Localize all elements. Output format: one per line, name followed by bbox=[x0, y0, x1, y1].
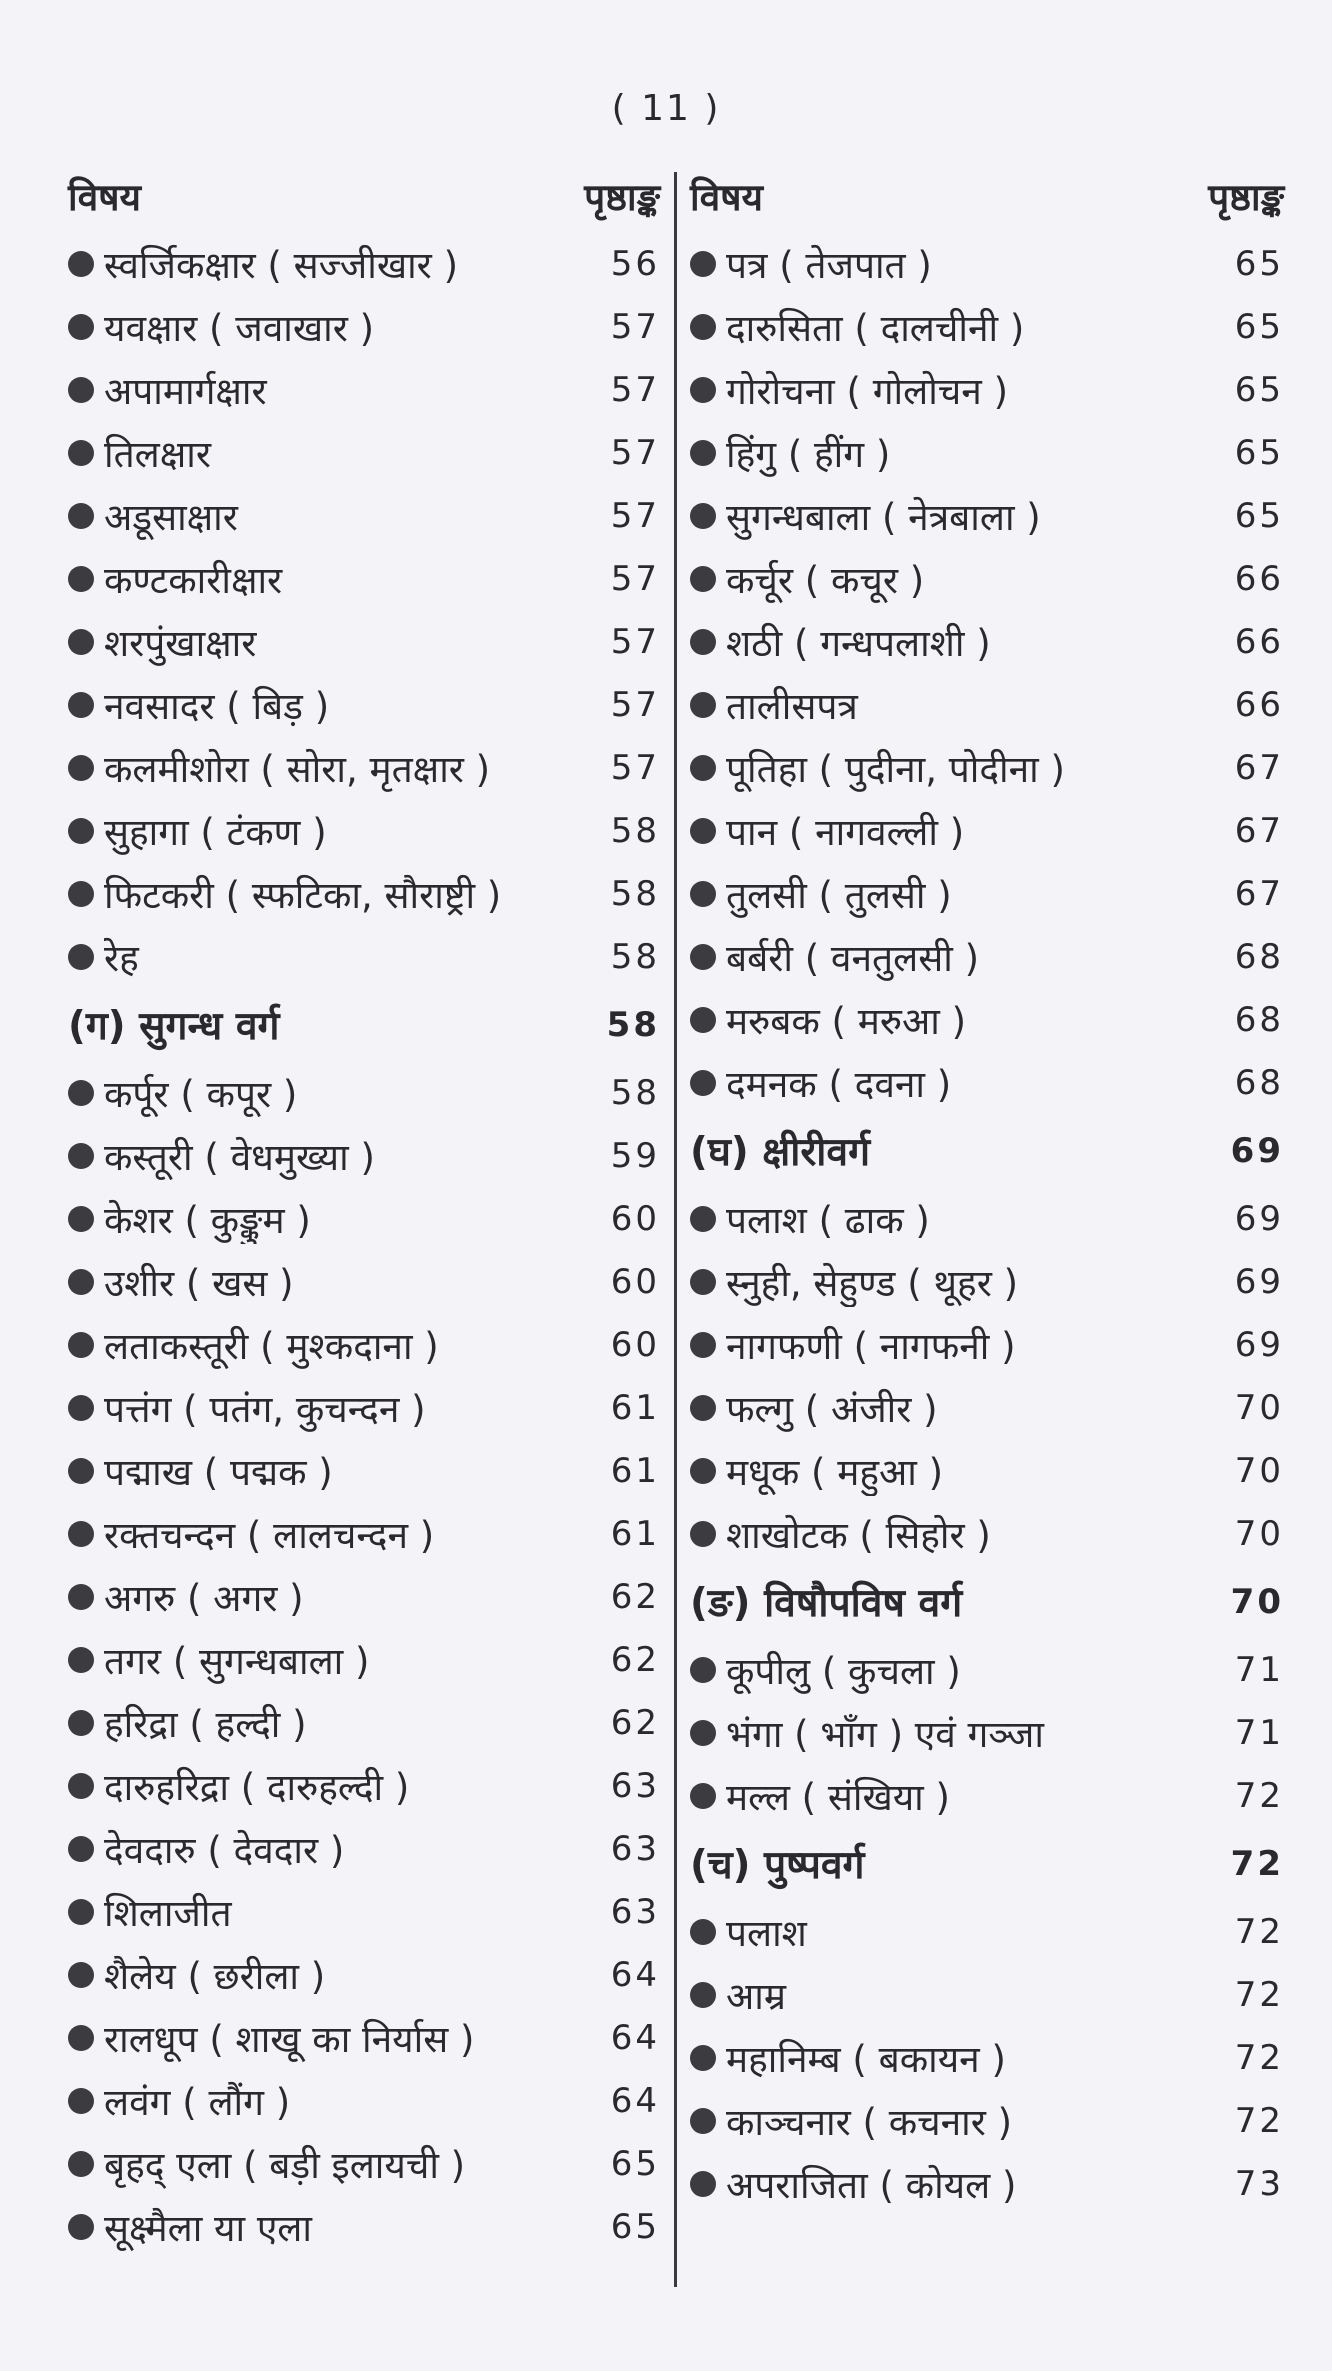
bullet-icon bbox=[68, 1269, 94, 1295]
entry-page: 57 bbox=[610, 684, 660, 725]
entry-title: कस्तूरी ( वेधमुख्या ) bbox=[104, 1136, 375, 1179]
entry-title: अपामार्गक्षार bbox=[104, 370, 267, 413]
entry-page: 71 bbox=[1234, 1649, 1284, 1690]
bullet-icon bbox=[68, 1521, 94, 1547]
entry-title: कूपीलु ( कुचला ) bbox=[726, 1650, 961, 1693]
entry-page: 58 bbox=[610, 936, 660, 977]
entry-page: 70 bbox=[1234, 1513, 1284, 1554]
bullet-icon bbox=[68, 377, 94, 403]
entry-page: 72 bbox=[1234, 2100, 1284, 2141]
entry-page: 65 bbox=[610, 2206, 660, 2247]
bullet-icon bbox=[68, 503, 94, 529]
right-entries bbox=[690, 232, 1284, 2215]
entry-page: 70 bbox=[1234, 1387, 1284, 1428]
entry-title: कर्पूर ( कपूर ) bbox=[104, 1073, 298, 1116]
toc-entry bbox=[68, 736, 660, 799]
bullet-icon bbox=[68, 1962, 94, 1988]
page-heading: पृष्ठाङ्क bbox=[584, 176, 660, 219]
bullet-icon bbox=[68, 1458, 94, 1484]
entry-title: पलाश ( ढाक ) bbox=[726, 1199, 930, 1242]
entry-page: 67 bbox=[1234, 810, 1284, 851]
toc-entry bbox=[68, 799, 660, 862]
toc-entry bbox=[68, 1376, 660, 1439]
entry-page: 68 bbox=[1234, 999, 1284, 1040]
bullet-icon bbox=[690, 1982, 716, 2008]
entry-title: तुलसी ( तुलसी ) bbox=[726, 874, 952, 917]
entry-page: 58 bbox=[606, 1004, 660, 1045]
bullet-icon bbox=[68, 1710, 94, 1736]
entry-page: 65 bbox=[1234, 243, 1284, 284]
entry-page: 66 bbox=[1234, 684, 1284, 725]
entry-page: 65 bbox=[1234, 495, 1284, 536]
toc-entry bbox=[68, 1691, 660, 1754]
entry-page: 66 bbox=[1234, 621, 1284, 662]
toc-entry bbox=[690, 1187, 1284, 1250]
toc-entry bbox=[690, 1963, 1284, 2026]
entry-title: अगरु ( अगर ) bbox=[104, 1577, 304, 1620]
toc-entry bbox=[68, 862, 660, 925]
entry-title: रालधूप ( शाखू का निर्यास ) bbox=[104, 2018, 475, 2061]
bullet-icon bbox=[690, 377, 716, 403]
entry-page: 68 bbox=[1234, 1062, 1284, 1103]
toc-entry bbox=[690, 1051, 1284, 1114]
toc-entry bbox=[68, 1565, 660, 1628]
section-heading bbox=[690, 1565, 1284, 1638]
entry-page: 72 bbox=[1234, 2037, 1284, 2078]
toc-entry bbox=[690, 295, 1284, 358]
entry-title: स्वर्जिकक्षार ( सज्जीखार ) bbox=[104, 244, 459, 287]
entry-title: (च) पुष्पवर्ग bbox=[690, 1843, 865, 1888]
toc-entry bbox=[690, 1313, 1284, 1376]
entry-page: 63 bbox=[610, 1765, 660, 1806]
bullet-icon bbox=[690, 1070, 716, 1096]
toc-entry bbox=[690, 862, 1284, 925]
bullet-icon bbox=[690, 1269, 716, 1295]
toc-entry bbox=[68, 1754, 660, 1817]
entry-page: 73 bbox=[1234, 2163, 1284, 2204]
entry-title: रक्तचन्दन ( लालचन्दन ) bbox=[104, 1514, 435, 1557]
entry-page: 56 bbox=[610, 243, 660, 284]
toc-entry bbox=[68, 1061, 660, 1124]
toc-entry bbox=[690, 1502, 1284, 1565]
bullet-icon bbox=[690, 2045, 716, 2071]
entry-page: 61 bbox=[610, 1513, 660, 1554]
section-heading bbox=[68, 988, 660, 1061]
bullet-icon bbox=[690, 1783, 716, 1809]
bullet-icon bbox=[68, 1836, 94, 1862]
entry-title: पत्तंग ( पतंग, कुचन्दन ) bbox=[104, 1388, 426, 1431]
entry-title: मरुबक ( मरुआ ) bbox=[726, 1000, 967, 1043]
bullet-icon bbox=[690, 881, 716, 907]
toc-entry bbox=[690, 232, 1284, 295]
entry-page: 63 bbox=[610, 1891, 660, 1932]
entry-title: दारुहरिद्रा ( दारुहल्दी ) bbox=[104, 1766, 410, 1809]
entry-page: 72 bbox=[1230, 1843, 1284, 1884]
entry-title: तगर ( सुगन्धबाला ) bbox=[104, 1640, 370, 1683]
entry-page: 58 bbox=[610, 873, 660, 914]
toc-entry bbox=[690, 925, 1284, 988]
entry-title: (ङ) विषौपविष वर्ग bbox=[690, 1581, 963, 1626]
entry-title: गोरोचना ( गोलोचन ) bbox=[726, 370, 1009, 413]
entry-page: 65 bbox=[1234, 306, 1284, 347]
entry-title: (घ) क्षीरीवर्ग bbox=[690, 1130, 871, 1175]
entry-title: पलाश bbox=[726, 1912, 807, 1955]
entry-page: 72 bbox=[1234, 1775, 1284, 1816]
toc-entry bbox=[68, 1187, 660, 1250]
toc-entry bbox=[68, 2132, 660, 2195]
entry-title: आम्र bbox=[726, 1975, 786, 2018]
toc-entry bbox=[690, 1439, 1284, 1502]
bullet-icon bbox=[690, 566, 716, 592]
bullet-icon bbox=[690, 1206, 716, 1232]
entry-title: उशीर ( खस ) bbox=[104, 1262, 294, 1305]
entry-title: नवसादर ( बिड़ ) bbox=[104, 685, 330, 728]
bullet-icon bbox=[68, 566, 94, 592]
toc-entry bbox=[690, 799, 1284, 862]
entry-title: मधूक ( महुआ ) bbox=[726, 1451, 944, 1494]
entry-page: 57 bbox=[610, 621, 660, 662]
entry-title: दमनक ( दवना ) bbox=[726, 1063, 952, 1106]
toc-entry bbox=[68, 1628, 660, 1691]
entry-title: पद्माख ( पद्मक ) bbox=[104, 1451, 333, 1494]
entry-title: बर्बरी ( वनतुलसी ) bbox=[726, 937, 980, 980]
entry-title: सुहागा ( टंकण ) bbox=[104, 811, 327, 854]
toc-entry bbox=[690, 484, 1284, 547]
toc-entry bbox=[68, 1502, 660, 1565]
bullet-icon bbox=[690, 692, 716, 718]
toc-entry bbox=[690, 1250, 1284, 1313]
toc-entry bbox=[690, 547, 1284, 610]
entry-title: शठी ( गन्धपलाशी ) bbox=[726, 622, 991, 665]
toc-entry bbox=[68, 484, 660, 547]
bullet-icon bbox=[68, 2151, 94, 2177]
entry-page: 72 bbox=[1234, 1974, 1284, 2015]
entry-page: 64 bbox=[610, 1954, 660, 1995]
bullet-icon bbox=[690, 251, 716, 277]
entry-page: 69 bbox=[1234, 1261, 1284, 1302]
bullet-icon bbox=[690, 755, 716, 781]
bullet-icon bbox=[68, 1206, 94, 1232]
entry-page: 65 bbox=[1234, 369, 1284, 410]
bullet-icon bbox=[690, 1395, 716, 1421]
toc-entry bbox=[690, 1376, 1284, 1439]
toc-entry bbox=[690, 610, 1284, 673]
bullet-icon bbox=[68, 629, 94, 655]
bullet-icon bbox=[68, 440, 94, 466]
entry-page: 58 bbox=[610, 1072, 660, 1113]
entry-page: 69 bbox=[1234, 1198, 1284, 1239]
bullet-icon bbox=[68, 1773, 94, 1799]
entry-page: 65 bbox=[1234, 432, 1284, 473]
entry-page: 62 bbox=[610, 1576, 660, 1617]
entry-page: 57 bbox=[610, 747, 660, 788]
toc-entry bbox=[68, 2006, 660, 2069]
entry-page: 57 bbox=[610, 432, 660, 473]
entry-page: 66 bbox=[1234, 558, 1284, 599]
bullet-icon bbox=[690, 2108, 716, 2134]
bullet-icon bbox=[68, 1080, 94, 1106]
toc-entry bbox=[690, 2089, 1284, 2152]
entry-title: (ग) सुगन्ध वर्ग bbox=[68, 1004, 280, 1049]
entry-page: 72 bbox=[1234, 1911, 1284, 1952]
entry-page: 61 bbox=[610, 1450, 660, 1491]
entry-page: 69 bbox=[1230, 1130, 1284, 1171]
toc-entry bbox=[690, 988, 1284, 1051]
entry-title: केशर ( कुङ्कुम ) bbox=[104, 1199, 311, 1242]
toc-entry bbox=[690, 1900, 1284, 1963]
toc-entry bbox=[690, 673, 1284, 736]
entry-title: बृहद् एला ( बड़ी इलायची ) bbox=[104, 2144, 466, 2187]
bullet-icon bbox=[68, 251, 94, 277]
bullet-icon bbox=[68, 1647, 94, 1673]
entry-page: 57 bbox=[610, 369, 660, 410]
entry-title: देवदारु ( देवदार ) bbox=[104, 1829, 345, 1872]
entry-page: 65 bbox=[610, 2143, 660, 2184]
entry-title: मल्ल ( संखिया ) bbox=[726, 1776, 950, 1819]
entry-page: 67 bbox=[1234, 747, 1284, 788]
entry-title: हिंगु ( हींग ) bbox=[726, 433, 891, 476]
entry-page: 67 bbox=[1234, 873, 1284, 914]
bullet-icon bbox=[68, 314, 94, 340]
bullet-icon bbox=[68, 1584, 94, 1610]
page-heading: पृष्ठाङ्क bbox=[1208, 176, 1284, 219]
entry-page: 57 bbox=[610, 558, 660, 599]
entry-page: 68 bbox=[1234, 936, 1284, 977]
entry-title: अपराजिता ( कोयल ) bbox=[726, 2164, 1017, 2207]
toc-entry bbox=[690, 736, 1284, 799]
bullet-icon bbox=[690, 440, 716, 466]
entry-page: 61 bbox=[610, 1387, 660, 1428]
entry-title: लताकस्तूरी ( मुश्कदाना ) bbox=[104, 1325, 439, 1368]
entry-title: पान ( नागवल्ली ) bbox=[726, 811, 965, 854]
entry-page: 70 bbox=[1234, 1450, 1284, 1491]
entry-page: 71 bbox=[1234, 1712, 1284, 1753]
bullet-icon bbox=[690, 1332, 716, 1358]
entry-title: शरपुंखाक्षार bbox=[104, 622, 257, 665]
bullet-icon bbox=[68, 1332, 94, 1358]
bullet-icon bbox=[690, 1657, 716, 1683]
entry-title: तालीसपत्र bbox=[726, 685, 858, 728]
toc-entry bbox=[68, 1250, 660, 1313]
entry-title: काञ्चनार ( कचनार ) bbox=[726, 2101, 1013, 2144]
entry-title: पत्र ( तेजपात ) bbox=[726, 244, 932, 287]
bullet-icon bbox=[68, 944, 94, 970]
entry-page: 64 bbox=[610, 2080, 660, 2121]
column-divider bbox=[674, 172, 677, 2287]
bullet-icon bbox=[68, 692, 94, 718]
entry-title: पूतिहा ( पुदीना, पोदीना ) bbox=[726, 748, 1065, 791]
entry-title: शाखोटक ( सिहोर ) bbox=[726, 1514, 991, 1557]
bullet-icon bbox=[690, 1458, 716, 1484]
bullet-icon bbox=[690, 1919, 716, 1945]
entry-title: लवंग ( लौंग ) bbox=[104, 2081, 291, 2124]
entry-page: 64 bbox=[610, 2017, 660, 2058]
right-column bbox=[690, 170, 1284, 2215]
toc-entry bbox=[690, 1638, 1284, 1701]
entry-title: यवक्षार ( जवाखार ) bbox=[104, 307, 375, 350]
bullet-icon bbox=[68, 818, 94, 844]
bullet-icon bbox=[690, 2171, 716, 2197]
toc-entry bbox=[68, 547, 660, 610]
bullet-icon bbox=[690, 503, 716, 529]
entry-title: तिलक्षार bbox=[104, 433, 212, 476]
toc-entry bbox=[68, 358, 660, 421]
entry-title: नागफणी ( नागफनी ) bbox=[726, 1325, 1016, 1368]
left-column bbox=[68, 170, 660, 2258]
bullet-icon bbox=[68, 755, 94, 781]
entry-title: स्नुही, सेहुण्ड ( थूहर ) bbox=[726, 1262, 1019, 1305]
entry-title: फल्गु ( अंजीर ) bbox=[726, 1388, 938, 1431]
bullet-icon bbox=[68, 1899, 94, 1925]
toc-entry bbox=[68, 421, 660, 484]
bullet-icon bbox=[690, 1720, 716, 1746]
entry-title: फिटकरी ( स्फटिका, सौराष्ट्री ) bbox=[104, 874, 502, 917]
subject-heading: विषय bbox=[68, 176, 142, 219]
entry-title: कलमीशोरा ( सोरा, मृतक्षार ) bbox=[104, 748, 491, 791]
bullet-icon bbox=[690, 314, 716, 340]
toc-entry bbox=[68, 232, 660, 295]
entry-title: शैलेय ( छरीला ) bbox=[104, 1955, 326, 1998]
left-entries bbox=[68, 232, 660, 2258]
bullet-icon bbox=[68, 1395, 94, 1421]
entry-page: 60 bbox=[610, 1324, 660, 1365]
toc-entry bbox=[68, 673, 660, 736]
entry-page: 69 bbox=[1234, 1324, 1284, 1365]
subject-heading: विषय bbox=[690, 176, 764, 219]
entry-title: अडूसाक्षार bbox=[104, 496, 238, 539]
entry-title: सुगन्धबाला ( नेत्रबाला ) bbox=[726, 496, 1041, 539]
entry-page: 57 bbox=[610, 495, 660, 536]
entry-page: 58 bbox=[610, 810, 660, 851]
toc-entry bbox=[690, 421, 1284, 484]
section-heading bbox=[690, 1827, 1284, 1900]
entry-title: हरिद्रा ( हल्दी ) bbox=[104, 1703, 307, 1746]
toc-entry bbox=[690, 1701, 1284, 1764]
bullet-icon bbox=[68, 2214, 94, 2240]
entry-page: 62 bbox=[610, 1702, 660, 1743]
toc-entry bbox=[690, 358, 1284, 421]
section-heading bbox=[690, 1114, 1284, 1187]
entry-page: 63 bbox=[610, 1828, 660, 1869]
entry-title: महानिम्ब ( बकायन ) bbox=[726, 2038, 1006, 2081]
entry-page: 70 bbox=[1230, 1581, 1284, 1622]
toc-entry bbox=[68, 1313, 660, 1376]
toc-entry bbox=[68, 1880, 660, 1943]
toc-entry bbox=[68, 295, 660, 358]
toc-entry bbox=[68, 1943, 660, 2006]
bullet-icon bbox=[690, 818, 716, 844]
right-column-header bbox=[690, 170, 1284, 232]
entry-page: 59 bbox=[610, 1135, 660, 1176]
bullet-icon bbox=[690, 944, 716, 970]
entry-title: शिलाजीत bbox=[104, 1892, 232, 1935]
toc-entry bbox=[690, 2152, 1284, 2215]
bullet-icon bbox=[68, 881, 94, 907]
entry-page: 57 bbox=[610, 306, 660, 347]
bullet-icon bbox=[690, 629, 716, 655]
toc-entry bbox=[68, 610, 660, 673]
entry-page: 60 bbox=[610, 1261, 660, 1302]
toc-entry bbox=[690, 1764, 1284, 1827]
bullet-icon bbox=[690, 1521, 716, 1547]
entry-title: कण्टकारीक्षार bbox=[104, 559, 283, 602]
entry-title: दारुसिता ( दालचीनी ) bbox=[726, 307, 1025, 350]
toc-entry bbox=[68, 2195, 660, 2258]
entry-page: 62 bbox=[610, 1639, 660, 1680]
toc-entry bbox=[68, 1124, 660, 1187]
bullet-icon bbox=[68, 2025, 94, 2051]
page-number: ( 11 ) bbox=[611, 88, 721, 129]
left-column-header bbox=[68, 170, 660, 232]
entry-title: रेह bbox=[104, 937, 139, 980]
toc-entry bbox=[68, 1439, 660, 1502]
entry-title: कर्चूर ( कचूर ) bbox=[726, 559, 925, 602]
bullet-icon bbox=[68, 2088, 94, 2114]
toc-entry bbox=[690, 2026, 1284, 2089]
bullet-icon bbox=[68, 1143, 94, 1169]
toc-entry bbox=[68, 1817, 660, 1880]
entry-title: सूक्ष्मैला या एला bbox=[104, 2207, 312, 2250]
toc-entry bbox=[68, 925, 660, 988]
entry-title: भंगा ( भाँग ) एवं गञ्जा bbox=[726, 1713, 1044, 1756]
entry-page: 60 bbox=[610, 1198, 660, 1239]
toc-entry bbox=[68, 2069, 660, 2132]
bullet-icon bbox=[690, 1007, 716, 1033]
